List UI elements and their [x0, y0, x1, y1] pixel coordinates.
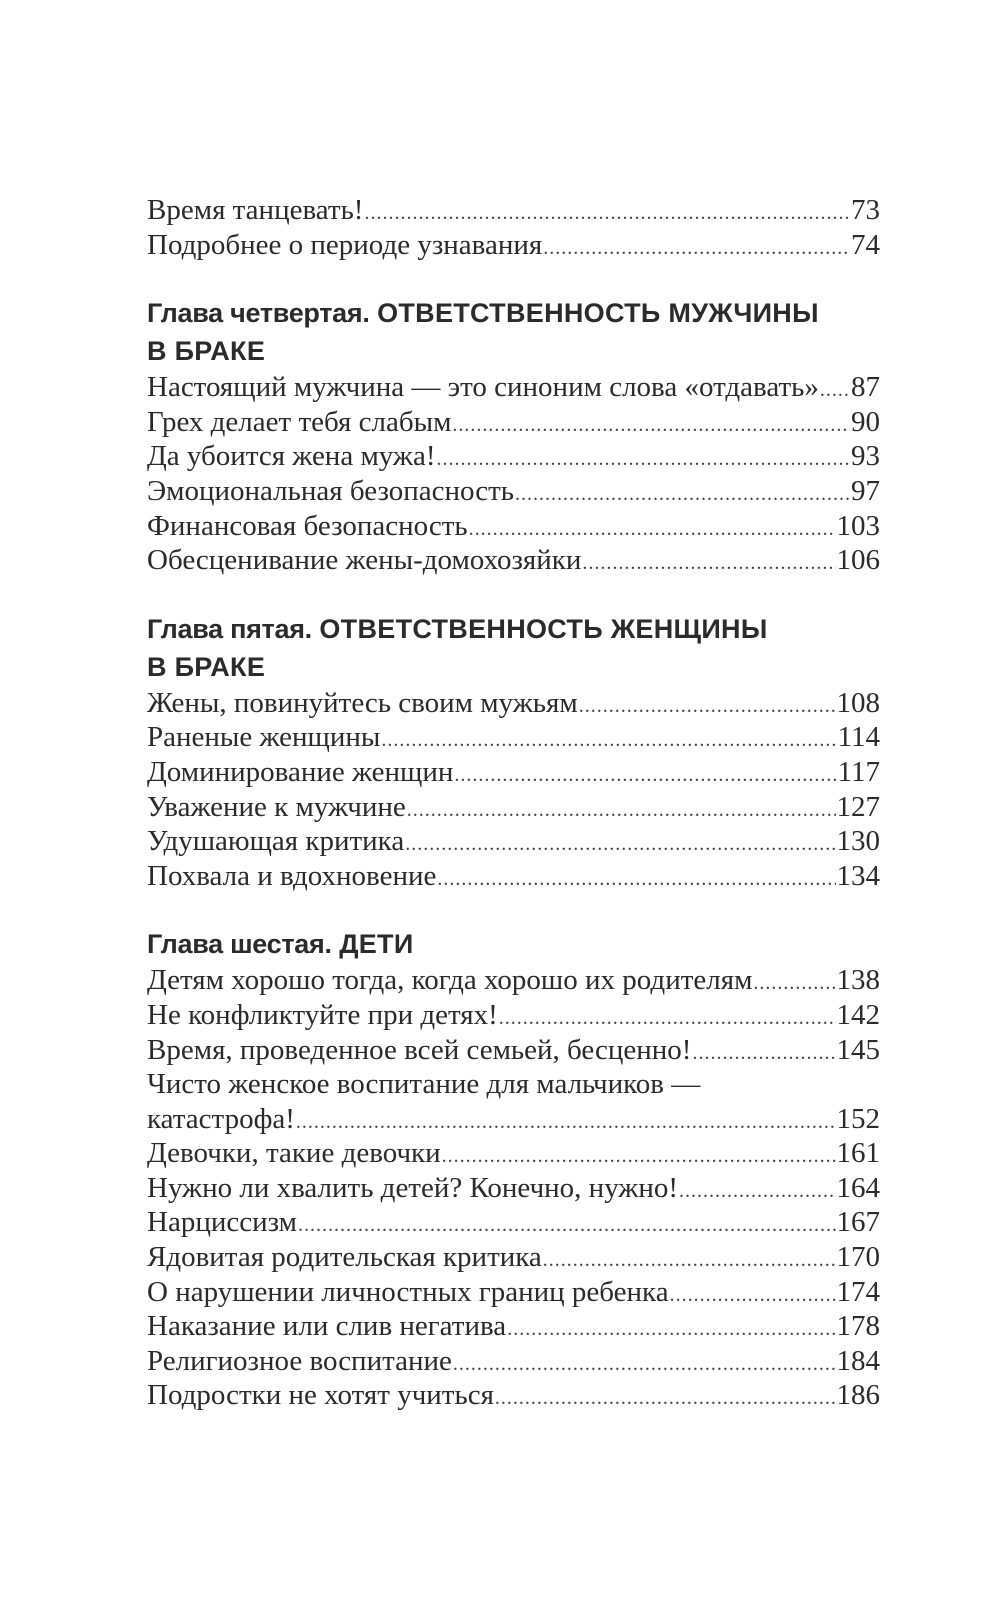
toc-entry-title: Да убоится жена мужа! [147, 440, 436, 473]
dot-leader [296, 1105, 836, 1140]
dot-leader [437, 862, 835, 897]
dot-leader [579, 689, 836, 724]
toc-entry-page: 152 [836, 1102, 880, 1135]
toc-entry-title: Чисто женское воспитание для мальчиков — [147, 1068, 701, 1101]
toc-entry-title: Ядовитая родительская критика [147, 1241, 542, 1274]
dot-leader [381, 723, 836, 758]
toc-entry [147, 1240, 880, 1275]
toc-entry [147, 963, 880, 998]
toc-entry [147, 228, 880, 263]
toc-entry-title: Грех делает тебя слабым [147, 405, 452, 438]
toc-entry-title: Обесценивание жены-домохозяйки [147, 544, 582, 577]
toc-entry-title: Уважение к мужчине [147, 790, 406, 823]
toc-entry-page: 130 [836, 825, 880, 858]
toc-entry-page: 134 [836, 859, 880, 892]
toc-entry [147, 370, 880, 405]
toc-entry-page: 167 [836, 1206, 880, 1239]
toc-entry-title: Девочки, такие девочки [147, 1137, 441, 1170]
chapter-heading-title-line2: В БРАКЕ [147, 336, 266, 367]
dot-leader [454, 758, 836, 793]
toc-entry-title: Нарциссизм [147, 1206, 298, 1239]
chapter-heading [147, 294, 880, 370]
lead-entries [147, 193, 880, 262]
toc-entry-page: 74 [851, 228, 880, 261]
dot-leader [364, 196, 850, 231]
dot-leader [407, 793, 836, 828]
dot-leader [692, 1036, 835, 1071]
dot-leader [469, 512, 836, 547]
chapter-section [147, 610, 880, 894]
toc-entry-title: Не конфликтуйте при детях! [147, 998, 498, 1031]
toc-entry [147, 998, 880, 1033]
toc-entry-title: Эмоциональная безопасность [147, 474, 515, 507]
toc-entry [147, 1309, 880, 1344]
dot-leader [298, 1208, 835, 1243]
dot-leader [515, 477, 850, 512]
dot-leader [670, 1278, 836, 1313]
toc-entry-title: О нарушении личностных границ ребенка [147, 1275, 669, 1308]
toc-entry-title: Нужно ли хвалить детей? Конечно, нужно! [147, 1171, 679, 1204]
toc-entry-page: 145 [836, 1033, 880, 1066]
toc-entry [147, 1102, 880, 1137]
dot-leader [442, 1139, 836, 1174]
chapter-section [147, 925, 880, 1413]
chapter-heading-prefix: Глава пятая. [147, 613, 312, 644]
dot-leader [820, 373, 850, 408]
toc-entry-page: 127 [836, 790, 880, 823]
dot-leader [543, 231, 850, 266]
toc-entry-title: Финансовая безопасность [147, 509, 468, 542]
toc-entry [147, 543, 880, 578]
toc-entry-page: 106 [836, 544, 880, 577]
dot-leader [753, 966, 835, 1001]
toc-entry [147, 1344, 880, 1379]
toc-entry-title: Удушающая критика [147, 825, 405, 858]
toc-entry-page: 87 [851, 371, 880, 404]
toc-entry [147, 509, 880, 544]
dot-leader [495, 1381, 836, 1416]
chapter-heading-title: ДЕТИ [339, 929, 414, 960]
dot-leader [543, 1243, 836, 1278]
toc-entry-title: Наказание или слив негатива [147, 1310, 507, 1343]
toc-entry-page: 90 [851, 405, 880, 438]
toc-entry [147, 1136, 880, 1171]
dot-leader [437, 442, 851, 477]
dot-leader [507, 1312, 835, 1347]
toc-entry-page: 108 [836, 686, 880, 719]
toc-entry-page: 103 [836, 509, 880, 542]
toc-entry-page: 138 [836, 964, 880, 997]
toc-entry-title: Похвала и вдохновение [147, 859, 437, 892]
toc-entry-title: Настоящий мужчина — это синоним слова «отдавать» [147, 371, 819, 404]
toc-entry-page: 174 [836, 1275, 880, 1308]
toc-entry-page: 93 [851, 440, 880, 473]
toc-entry-title: Религиозное воспитание [147, 1344, 452, 1377]
toc-entry-page: 97 [851, 474, 880, 507]
toc-entry-title: Подробнее о периоде узнавания [147, 228, 543, 261]
chapter-heading [147, 925, 880, 963]
chapter-heading-title: ОТВЕТСТВЕННОСТЬ МУЖЧИНЫ [377, 298, 819, 329]
dot-leader [452, 408, 850, 443]
toc-entry [147, 193, 880, 228]
toc-entry [147, 790, 880, 825]
toc-entry [147, 1378, 880, 1413]
toc-entry [147, 859, 880, 894]
dot-leader [679, 1174, 835, 1209]
toc-entry-page: 184 [836, 1344, 880, 1377]
toc-entry-title: Детям хорошо тогда, когда хорошо их родителям [147, 964, 753, 997]
toc-entry-page: 73 [851, 194, 880, 226]
toc-entry-title: Жены, повинуйтесь своим мужьям [147, 686, 578, 719]
toc-entry [147, 1171, 880, 1206]
toc-entry [147, 755, 880, 790]
toc-entry-title-continuation: катастрофа! [147, 1102, 295, 1135]
toc-entry [147, 1205, 880, 1240]
toc-entry [147, 720, 880, 755]
toc-entry [147, 1275, 880, 1310]
toc-entry-page: 178 [836, 1310, 880, 1343]
toc-entry-page: 170 [836, 1241, 880, 1274]
toc-entry [147, 824, 880, 859]
chapter-heading-prefix: Глава четвертая. [147, 298, 370, 329]
toc-entry-page: 161 [836, 1137, 880, 1170]
toc-entry [147, 686, 880, 721]
toc-entry [147, 405, 880, 440]
toc-entry-page: 186 [836, 1379, 880, 1412]
dot-leader [453, 1347, 836, 1382]
dot-leader [405, 827, 835, 862]
toc-entry-first-line [147, 1067, 880, 1102]
table-of-contents [147, 193, 880, 1413]
toc-entry-title: Время, проведенное всей семьей, бесценно! [147, 1033, 692, 1066]
chapter-heading-prefix: Глава шестая. [147, 929, 332, 960]
toc-entry [147, 474, 880, 509]
chapter-section [147, 294, 880, 578]
toc-entry-title: Раненые женщины [147, 721, 381, 754]
chapter-heading-title: ОТВЕТСТВЕННОСТЬ ЖЕНЩИНЫ [319, 613, 768, 644]
toc-entry-title: Время танцевать! [147, 194, 364, 226]
toc-entry [147, 1033, 880, 1068]
dot-leader [499, 1001, 836, 1036]
dot-leader [582, 546, 835, 581]
toc-entry-page: 117 [837, 755, 880, 788]
toc-entry-page: 142 [836, 998, 880, 1031]
toc-entry-page: 114 [837, 721, 880, 754]
toc-entry-page: 164 [836, 1171, 880, 1204]
toc-entry-title: Подростки не хотят учиться [147, 1379, 494, 1412]
toc-entry [147, 439, 880, 474]
chapter-heading-title-line2: В БРАКЕ [147, 651, 266, 682]
chapter-heading [147, 610, 880, 686]
toc-entry-title: Доминирование женщин [147, 755, 454, 788]
